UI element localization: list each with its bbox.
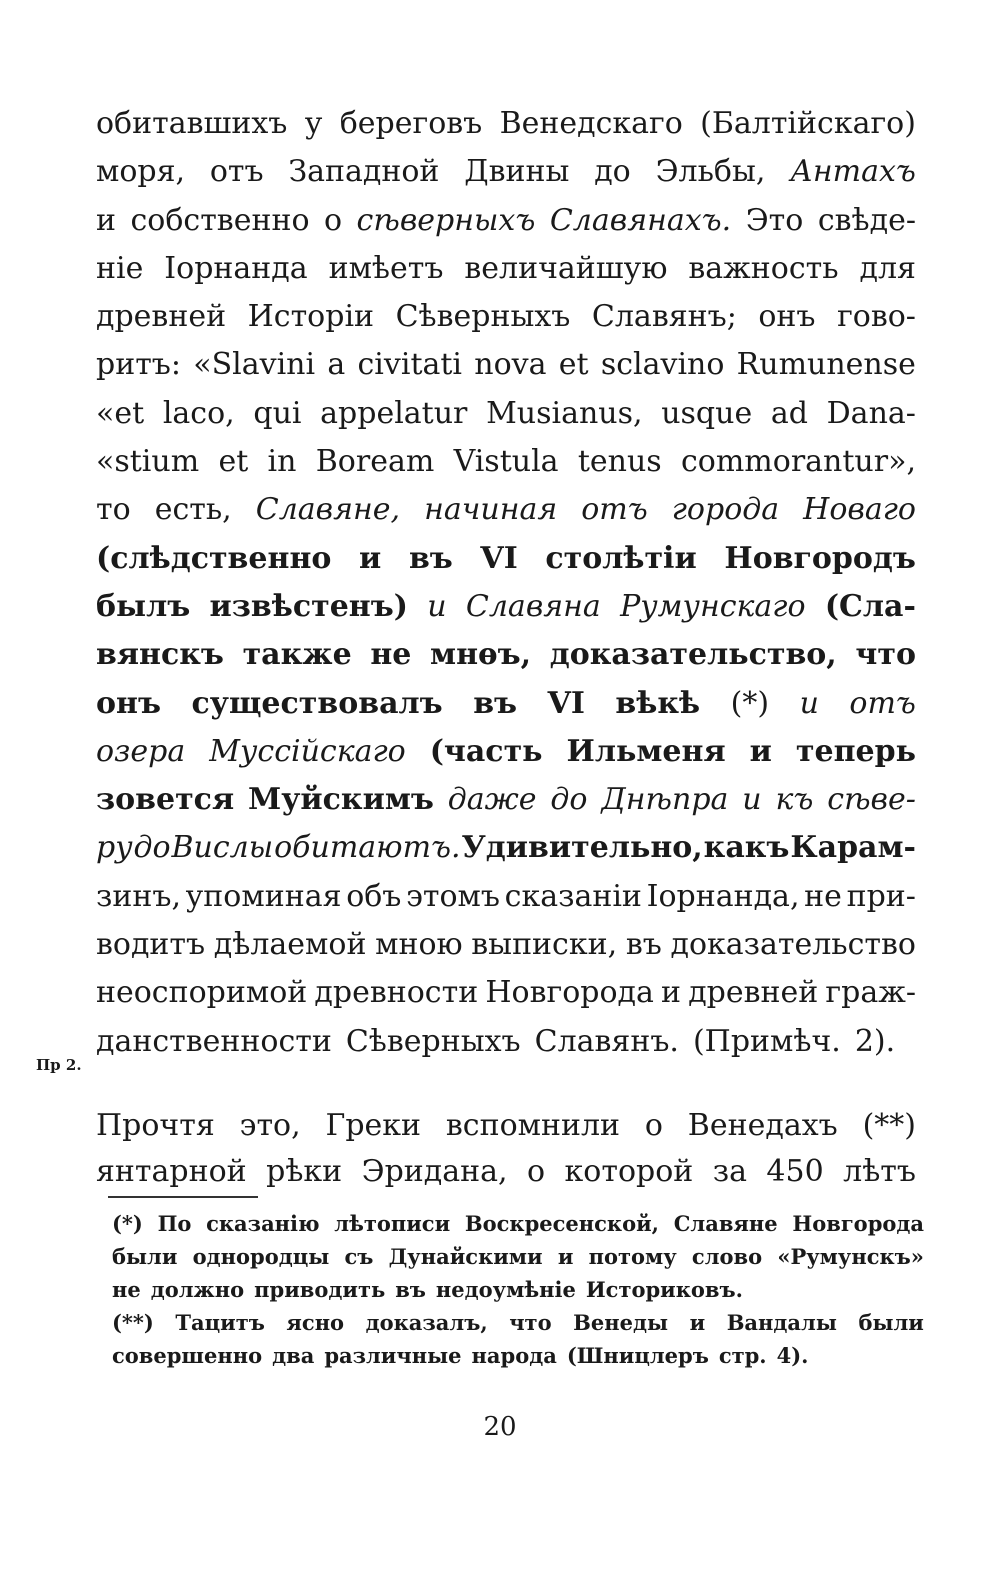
page-number: 20 <box>483 1412 517 1442</box>
margin-note: Пр 2. <box>36 1056 82 1074</box>
footnotes <box>112 1207 924 1372</box>
text-line: «stium et in Boream Vistula tenus commorantur», <box>96 444 916 480</box>
text-line: озера Муссiйскаго (часть Ильменя и теперь <box>96 733 916 769</box>
text-line: неоспоримой древности Новгорода и древней граж- <box>96 975 916 1011</box>
footnote-line: совершенно два различные народа (Шницлеръ стр. 4). <box>112 1343 809 1368</box>
text-line: онъ существовалъ въ VI вѣкѣ (*) и отъ <box>96 685 916 721</box>
text-line: былъ извѣстенъ) и Славяна Румунскаго (Сла- <box>96 588 916 624</box>
text-line: то есть, Славяне, начиная отъ города Новаго <box>96 492 916 528</box>
footnote-line: (*) По сказанiю лѣтописи Воскресенской, Славяне Новгорода <box>112 1211 924 1236</box>
text-line: ритъ: «Slavini a civitati nova et sclavino Rumunense <box>96 347 916 383</box>
text-line: ру до Вислы обитаютъ. Удивительно, какъ Карам- <box>96 830 916 866</box>
text-line: Прочтя это, Греки вспомнили о Венедахъ (**) <box>96 1108 916 1143</box>
text-line: водитъ дѣлаемой мною выписки, въ доказательство <box>96 927 916 963</box>
text-line: янтарной рѣки Эридана, о которой за 450 лѣтъ <box>96 1154 916 1189</box>
footnote-line: были однородцы съ Дунайскими и потому слово «Румунскъ» <box>112 1244 924 1269</box>
text-line: древней Исторiи Сѣверныхъ Славянъ; онъ гово- <box>96 299 916 335</box>
text-line: вянскъ также не мнѳъ, доказательство, что <box>96 637 916 673</box>
text-line: зовется Муйскимъ даже до Днѣпра и къ сѣве- <box>96 782 916 818</box>
text-line: (слѣдственно и въ VI столѣтiи Новгородъ <box>96 540 916 576</box>
footnote-separator <box>108 1196 258 1198</box>
footnote-line: не должно приводить въ недоумѣнiе Историковъ. <box>112 1277 743 1302</box>
text-line: зинъ, упоминая объ этомъ сказанiи Iорнанда, не при- <box>96 878 916 914</box>
text-line: нiе Iорнанда имѣетъ величайшую важность для <box>96 250 916 286</box>
main-paragraph <box>96 100 916 1066</box>
text-line: и собственно о сѣверныхъ Славянахъ. Это свѣде- <box>96 202 916 238</box>
text-line: обитавшихъ у береговъ Венедскаго (Балтiйскаго) <box>96 106 916 141</box>
text-line: «et laco, qui appelatur Musianus, usque ad Dana- <box>96 395 916 431</box>
second-paragraph <box>96 1103 916 1195</box>
footnote-line: (**) Тацитъ ясно доказалъ, что Венеды и Вандалы были <box>112 1310 924 1335</box>
text-line: моря, отъ Западной Двины до Эльбы, Антахъ <box>96 154 916 190</box>
text-line: данственности Сѣверныхъ Славянъ. (Примѣч. 2). <box>96 1023 896 1059</box>
